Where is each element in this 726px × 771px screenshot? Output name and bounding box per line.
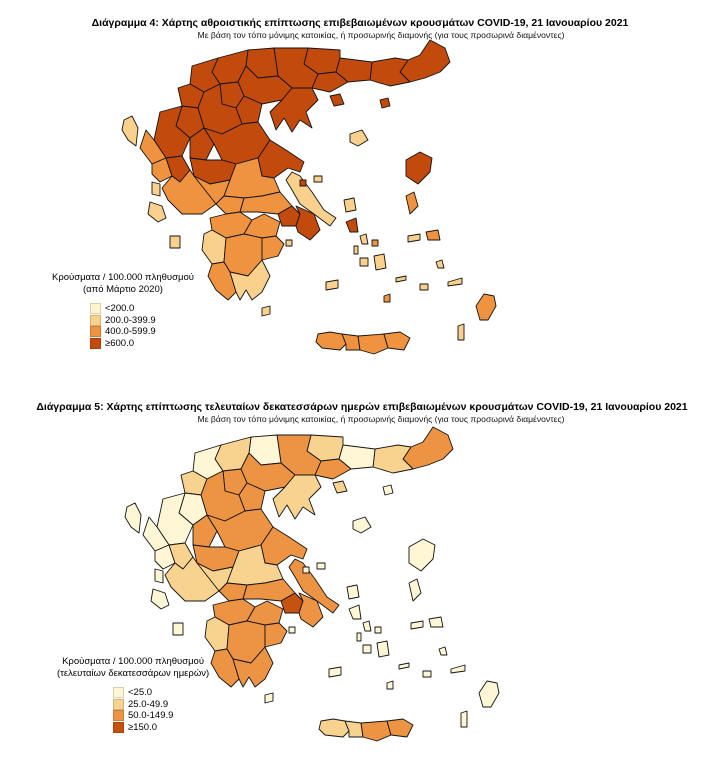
- map4-region-lasithi: [384, 332, 410, 350]
- map5-region-santorini: [387, 681, 393, 689]
- map5-region-heraklion: [361, 721, 391, 741]
- map4-region-skopelos: [314, 176, 322, 182]
- map4-region-milos: [326, 280, 338, 290]
- map5-region-argolida: [265, 623, 287, 647]
- map5-region-mykonos: [375, 627, 381, 633]
- map4-region-tinos: [360, 234, 368, 244]
- map5-region-kefalonia: [151, 589, 169, 609]
- map5-legend-label: 25.0-49.9: [128, 698, 169, 710]
- map5-region-thasos: [333, 481, 347, 493]
- map5-legend-swatch: [113, 710, 124, 721]
- map4-legend-item: [90, 303, 194, 315]
- map5-legend-subtitle: (τελευταίων δεκατεσσάρων ημερών): [57, 668, 210, 679]
- map5-region-chania: [319, 719, 349, 737]
- map4-region-rhodes: [476, 294, 496, 320]
- map5-legend-item: [113, 687, 209, 699]
- map4-region-karpathos: [458, 324, 464, 340]
- map5-region-aegina: [289, 627, 295, 633]
- map4-region-lefkada: [152, 182, 160, 196]
- map5-region-zakynthos: [173, 623, 183, 635]
- map5-region-samothraki: [383, 485, 393, 495]
- map4-legend-swatch: [90, 326, 101, 337]
- map4-legend-swatch: [90, 338, 101, 349]
- map4-region-kalymnos: [436, 260, 444, 268]
- map4-region-kefalonia: [148, 202, 166, 222]
- map5-legend-item: [113, 699, 209, 711]
- map5-region-amorgos: [399, 663, 409, 669]
- map5-region-skyros: [347, 585, 359, 599]
- map4-legend: [52, 272, 194, 349]
- fourteen-day-incidence-map-section: [0, 393, 726, 771]
- map4-legend-title: Κρούσματα / 100.000 πληθυσμού: [52, 272, 194, 283]
- map4-region-skiathos: [300, 180, 306, 186]
- map5-legend: [57, 656, 209, 733]
- map5-region-naxos: [377, 641, 389, 657]
- map4-region-thasos: [330, 94, 344, 106]
- map4-region-samothraki: [380, 98, 390, 108]
- map4-region-lesvos: [406, 152, 432, 184]
- map5-region-kos: [451, 665, 465, 673]
- map5-region-tinos: [363, 621, 371, 631]
- map5-region-milos: [329, 667, 341, 677]
- map5-region-korinthia: [247, 601, 283, 625]
- map4-legend-item: [90, 315, 194, 327]
- map5-region-skiathos: [303, 567, 309, 573]
- map5-legend-item: [113, 710, 209, 722]
- map5-legend-title: Κρούσματα / 100.000 πληθυσμού: [62, 656, 205, 667]
- map4-region-argolida: [262, 236, 284, 260]
- map5-legend-swatch: [113, 699, 124, 710]
- map4-region-kythira: [262, 306, 270, 316]
- map4-subtitle: Με βάση τον τόπο μόνιμης κατοικίας, ή προσωρινής διαμονής (για τους προσωρινά διαμένοντες): [197, 30, 565, 40]
- map5-region-lefkada: [155, 569, 163, 583]
- map4-region-samos: [426, 230, 440, 240]
- map4-region-limnos: [350, 130, 368, 146]
- map4-region-syros: [354, 246, 358, 254]
- map4-legend-label: <200.0: [105, 303, 135, 315]
- map4-legend-swatch: [90, 315, 101, 326]
- map4-region-chios: [406, 192, 418, 214]
- map5-region-astypalaia: [423, 671, 431, 677]
- map4-region-zakynthos: [170, 236, 180, 248]
- map5-region-syros: [357, 633, 361, 641]
- map5-region-samos: [429, 617, 443, 627]
- map4-region-heraklion: [358, 334, 388, 354]
- map4-legend-label: 200.0-399.9: [105, 314, 156, 326]
- map5-region-lesvos: [409, 539, 435, 571]
- map4-region-skyros: [344, 198, 356, 212]
- map4-region-mykonos: [372, 240, 378, 246]
- map5-legend-swatch: [113, 687, 124, 698]
- map4-region-paros: [360, 258, 368, 266]
- map5-subtitle: Με βάση τον τόπο μόνιμης κατοικίας, ή προσωρινής διαμονής (για τους προσωρινά διαμένοντες): [197, 414, 565, 424]
- map5-legend-label: 50.0-149.9: [128, 710, 174, 722]
- map5-legend-item: [113, 722, 209, 734]
- map4-legend-item: [90, 338, 194, 350]
- map5-region-skopelos: [317, 563, 325, 569]
- map4-region-chania: [316, 332, 346, 350]
- map4-region-korinthia: [244, 214, 280, 238]
- map5-region-kalymnos: [439, 647, 447, 655]
- map4-title: Διάγραμμα 4: Χάρτης αθροιστικής επίπτωσης επιβεβαιωμένων κρουσμάτων COVID-19, 21 Ιανουαρίου 2021: [91, 17, 629, 29]
- map4-region-kerkyra: [122, 116, 138, 146]
- map5-region-kythira: [265, 693, 273, 703]
- map4-legend-subtitle: (από Μάρτιο 2020): [83, 284, 163, 295]
- map4-legend-label: ≥600.0: [105, 337, 134, 349]
- map4-region-astypalaia: [420, 284, 428, 290]
- map5-region-kerkyra: [125, 503, 141, 533]
- map4-legend-label: 400.0-599.9: [105, 326, 156, 338]
- map5-region-rhodes: [479, 681, 499, 707]
- map5-region-chios: [409, 579, 421, 601]
- map4-legend-item: [90, 326, 194, 338]
- map4-region-amorgos: [396, 276, 406, 282]
- map5-region-paros: [363, 645, 371, 653]
- map5-region-andros: [349, 605, 361, 619]
- map5-legend-label: <25.0: [128, 687, 153, 699]
- map5-region-limnos: [353, 517, 371, 533]
- map4-legend-swatch: [90, 303, 101, 314]
- map5-region-karpathos: [461, 711, 467, 727]
- map5-title: Διάγραμμα 5: Χάρτης επίπτωσης τελευταίων δεκατεσσάρων ημερών επιβεβαιωμένων κρουσμάτων COVID-19, 21 Ιανουαρίου 2021: [36, 401, 688, 413]
- map4-region-ikaria: [408, 234, 420, 242]
- map5-legend-swatch: [113, 722, 124, 733]
- map4-region-santorini: [384, 294, 390, 302]
- map4-region-andros: [346, 218, 358, 232]
- map4-region-aegina: [286, 240, 292, 246]
- map5-region-lasithi: [387, 719, 413, 737]
- map4-region-kos: [448, 278, 462, 286]
- map5-legend-label: ≥150.0: [128, 721, 157, 733]
- map4-region-naxos: [374, 254, 386, 270]
- map5-region-ikaria: [411, 621, 423, 629]
